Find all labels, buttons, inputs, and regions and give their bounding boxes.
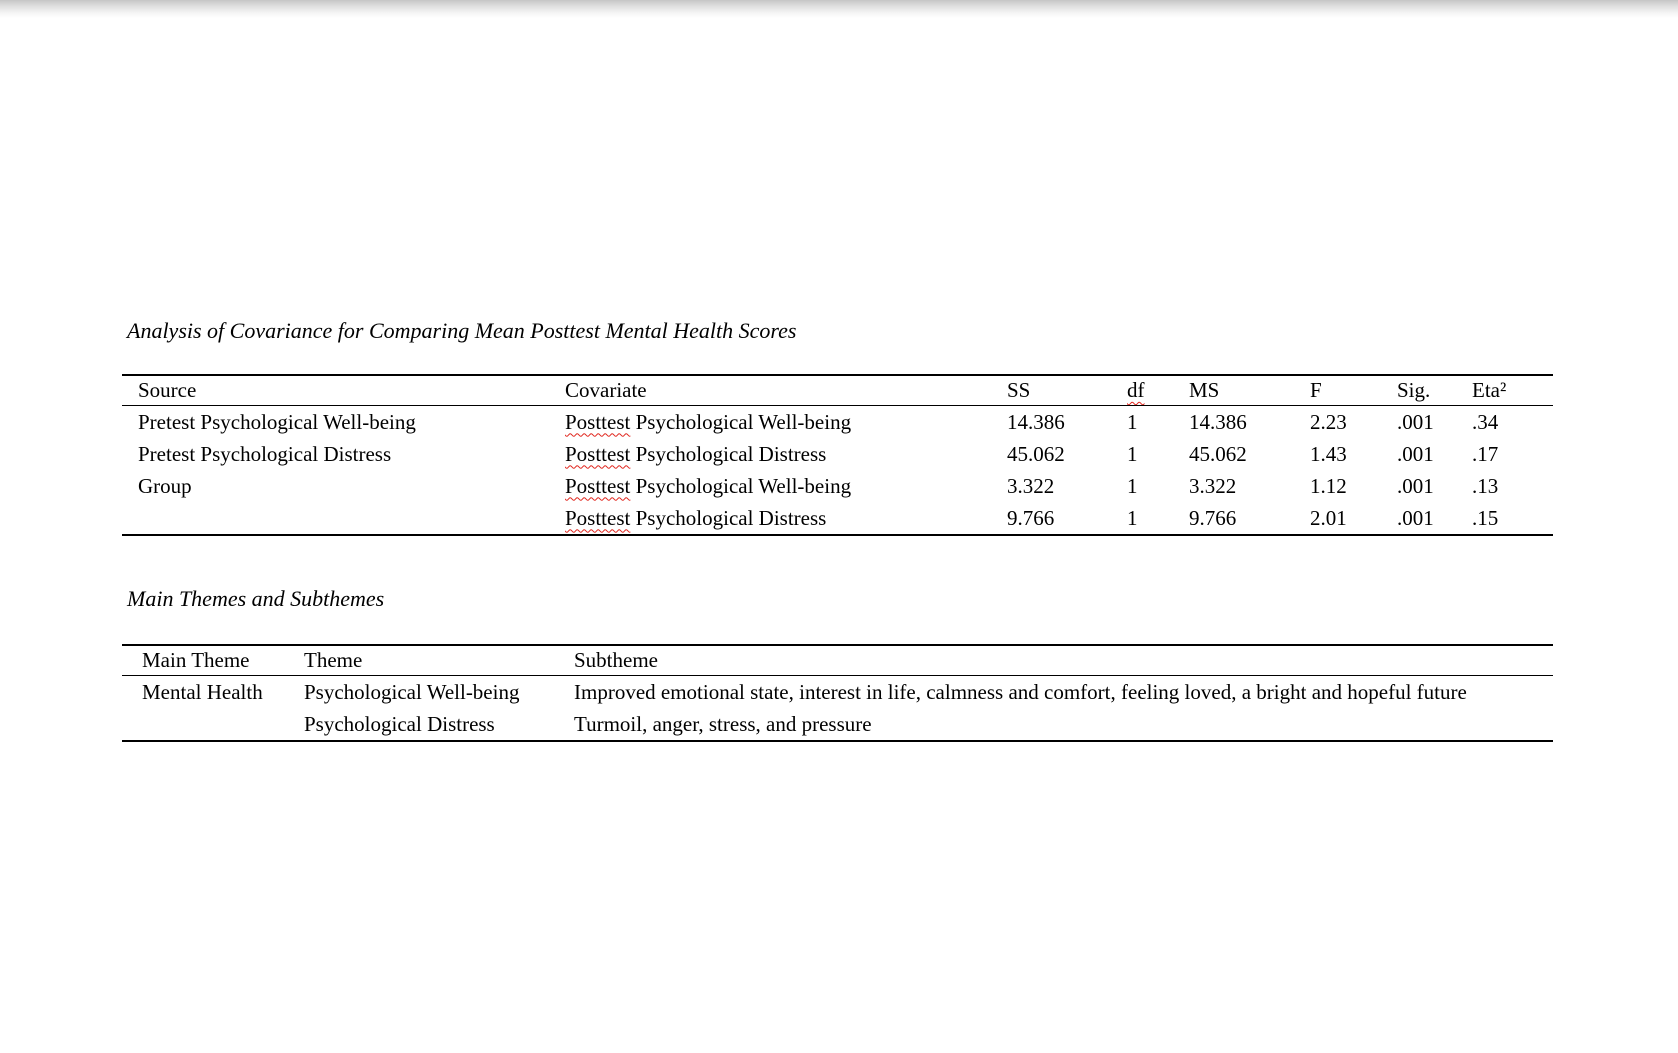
cell-f: 2.01 (1310, 505, 1347, 530)
cell-theme: Psychological Well-being (304, 679, 520, 704)
cell-df: 1 (1127, 505, 1138, 530)
cell-source (122, 502, 553, 535)
covariate-rest: Psychological Well-being (630, 473, 852, 498)
cell-eta: .15 (1472, 505, 1499, 530)
col-header-f: F (1298, 375, 1385, 406)
cell-ms: 3.322 (1189, 473, 1237, 498)
cell-ms: 9.766 (1189, 505, 1237, 530)
cell-sig: .001 (1397, 409, 1434, 434)
cell-f: 1.12 (1310, 473, 1347, 498)
cell-main-theme: Mental Health (142, 679, 263, 704)
cell-subtheme: Turmoil, anger, stress, and pressure (574, 711, 872, 736)
spellcheck-flagged-word: df (1127, 378, 1145, 402)
cell-eta: .13 (1472, 473, 1499, 498)
cell-ms: 45.062 (1189, 441, 1247, 466)
themes-table-title: Main Themes and Subthemes (127, 586, 385, 611)
spellcheck-flagged-word: Posttest (565, 505, 631, 530)
ancova-table[interactable] (122, 374, 1553, 536)
cell-subtheme: Improved emotional state, interest in life, calmness and comfort, feeling loved, a bright and hopeful future (574, 679, 1467, 704)
cell-eta: .17 (1472, 441, 1499, 466)
ancova-table-title: Analysis of Covariance for Comparing Mean Posttest Mental Health Scores (127, 318, 797, 343)
cell-sig: .001 (1397, 473, 1434, 498)
cell-eta: .34 (1472, 409, 1499, 434)
cell-sig: .001 (1397, 505, 1434, 530)
col-header-df (1115, 375, 1177, 406)
cell-source: Pretest Psychological Well-being (138, 409, 416, 434)
spellcheck-flagged-word: Posttest (565, 473, 631, 498)
col-header-theme: Theme (290, 645, 560, 676)
table-row (122, 502, 1553, 535)
cell-covariate (553, 470, 995, 502)
cell-df: 1 (1127, 409, 1138, 434)
table-row (122, 470, 1553, 502)
page-top-shadow (0, 0, 1678, 18)
cell-source: Group (138, 473, 192, 498)
cell-ms: 14.386 (1189, 409, 1247, 434)
cell-ss: 9.766 (1007, 505, 1055, 530)
covariate-rest: Psychological Distress (630, 505, 827, 530)
cell-f: 2.23 (1310, 409, 1347, 434)
table-row (122, 438, 1553, 470)
cell-source: Pretest Psychological Distress (138, 441, 392, 466)
cell-covariate (553, 438, 995, 470)
themes-header-row (122, 645, 1553, 676)
cell-df: 1 (1127, 441, 1138, 466)
cell-covariate (553, 502, 995, 535)
table-row (122, 708, 1553, 741)
col-header-main-theme: Main Theme (122, 645, 290, 676)
cell-main-theme (122, 708, 290, 741)
covariate-rest: Psychological Well-being (630, 409, 852, 434)
ancova-header-row (122, 375, 1553, 406)
col-header-eta: Eta² (1460, 375, 1553, 406)
cell-f: 1.43 (1310, 441, 1347, 466)
cell-df: 1 (1127, 473, 1138, 498)
col-header-ms: MS (1177, 375, 1298, 406)
table-row (122, 676, 1553, 709)
col-header-sig: Sig. (1385, 375, 1460, 406)
spellcheck-flagged-word: Posttest (565, 441, 631, 466)
col-header-source: Source (122, 375, 553, 406)
cell-sig: .001 (1397, 441, 1434, 466)
col-header-subtheme: Subtheme (560, 645, 1553, 676)
col-header-covariate: Covariate (553, 375, 995, 406)
cell-ss: 3.322 (1007, 473, 1055, 498)
table-row (122, 406, 1553, 439)
cell-theme: Psychological Distress (304, 711, 495, 736)
covariate-rest: Psychological Distress (630, 441, 827, 466)
cell-ss: 14.386 (1007, 409, 1065, 434)
spellcheck-flagged-word: Posttest (565, 409, 631, 434)
col-header-ss: SS (995, 375, 1115, 406)
cell-covariate (553, 406, 995, 439)
themes-table[interactable] (122, 644, 1553, 742)
cell-ss: 45.062 (1007, 441, 1065, 466)
